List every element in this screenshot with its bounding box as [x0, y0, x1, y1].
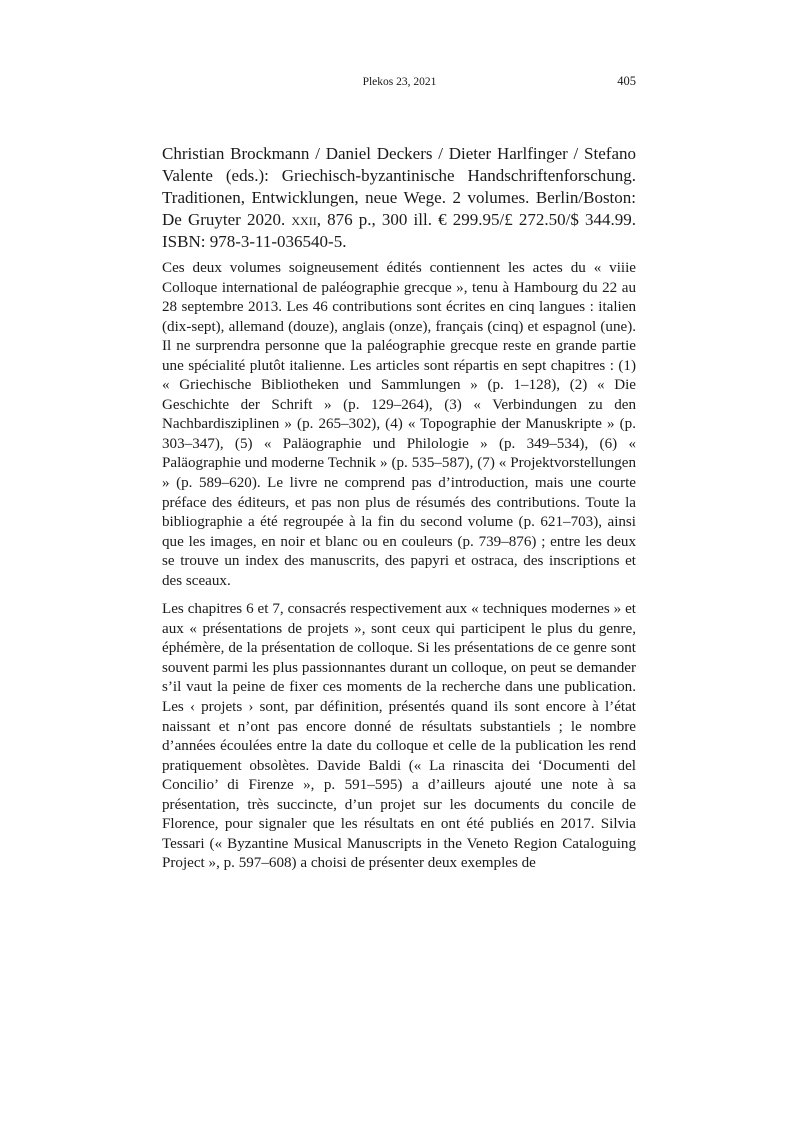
roman-pagination: xxii — [291, 210, 317, 229]
book-title: Griechisch-byzantinische Handschriftenforschung. Traditionen, Entwicklungen, neue Wege. — [162, 166, 636, 207]
publication-place: Berlin/Boston: — [535, 188, 637, 207]
bibliographic-entry — [162, 143, 636, 253]
journal-citation: Plekos 23, 2021 — [362, 76, 437, 88]
page-number: 405 — [617, 74, 636, 88]
paragraph: Ces deux volumes soigneusement édités contiennent les actes du « viiie Colloque international de paléographie grecque », tenu à Hambourg du 22 au 28 septembre 2013. Les 46 contributions sont écrites en cinq langues : italien (dix-sept), allemand (douze), anglais (onze), français (cinq) et espagnol (une). Il ne surprendra personne que la paléographie grecque reste en grande partie une spécialité plutôt italienne. Les articles sont répartis en sept chapitres : (1) « Griechische Bibliotheken und Sammlungen » (p. 1–128), (2) « Die Geschichte der Schrift » (p. 129–264), (3) « Verbindungen zu den Nachbardisziplinen » (p. 265–302), (4) « Topographie der Manuskripte » (p. 303–347), (5) « Paläographie und Philologie » (p. 349–534), (6) « Paläographie und moderne Technik » (p. 535–587), (7) « Projektvorstellungen » (p. 589–620). Le livre ne comprend pas d’introduction, mais une courte préface des éditeurs, et pas non plus de résumés des contributions. Toute la bibliographie a été regroupée à la fin du second volume (p. 621–703), ainsi que les images, en noir et blanc ou en couleurs (p. 739–876) ; entre les deux se trouve un index des manuscrits, des papyri et ostraca, des inscriptions et des sceaux. — [162, 260, 636, 589]
publisher-year: De Gruyter 2020. — [162, 210, 286, 229]
volume-count: 2 volumes. — [452, 188, 530, 207]
editors: Christian Brockmann / Daniel Deckers / Dieter Harlfinger / Stefano Valente (eds.): — [162, 144, 636, 185]
paragraph: Les chapitres 6 et 7, consacrés respectivement aux « techniques modernes » et aux « présentations de projets », sont ceux qui participent le plus du genre, éphémère, de la présentation de colloque. Si les présentations de ce genre sont souvent parmi les plus passionnantes durant un colloque, on peut se demander s’il vaut la peine de fixer ces moments de la recherche dans une publication. Les ‹ projets › sont, par définition, présentés quand ils sont encore à l’état naissant et n’ont pas encore donné de résultats substantiels ; le nombre d’années écoulées entre la date du colloque et celle de la publication les rend pratiquement obsolètes. Davide Baldi (« La rinascita dei ‘Documenti del Concilio’ di Firenze », p. 591–595) a d’ailleurs ajouté une note à sa présentation, très succincte, d’un projet sur les documents du concile de Florence, pour signaler que les résultats en ont été publiés en 2017. Silvia Tessari (« Byzantine Musical Manuscripts in the Veneto Region Cataloguing Project », p. 597–608) a choisi de présenter deux exemples de — [162, 601, 636, 872]
review-body — [162, 259, 636, 883]
isbn: ISBN: 978-3-11-036540-5. — [162, 232, 347, 251]
pages-price: , 876 p., 300 ill. € 299.95/£ 272.50/$ 344.99. — [316, 210, 636, 229]
running-head — [0, 76, 799, 92]
